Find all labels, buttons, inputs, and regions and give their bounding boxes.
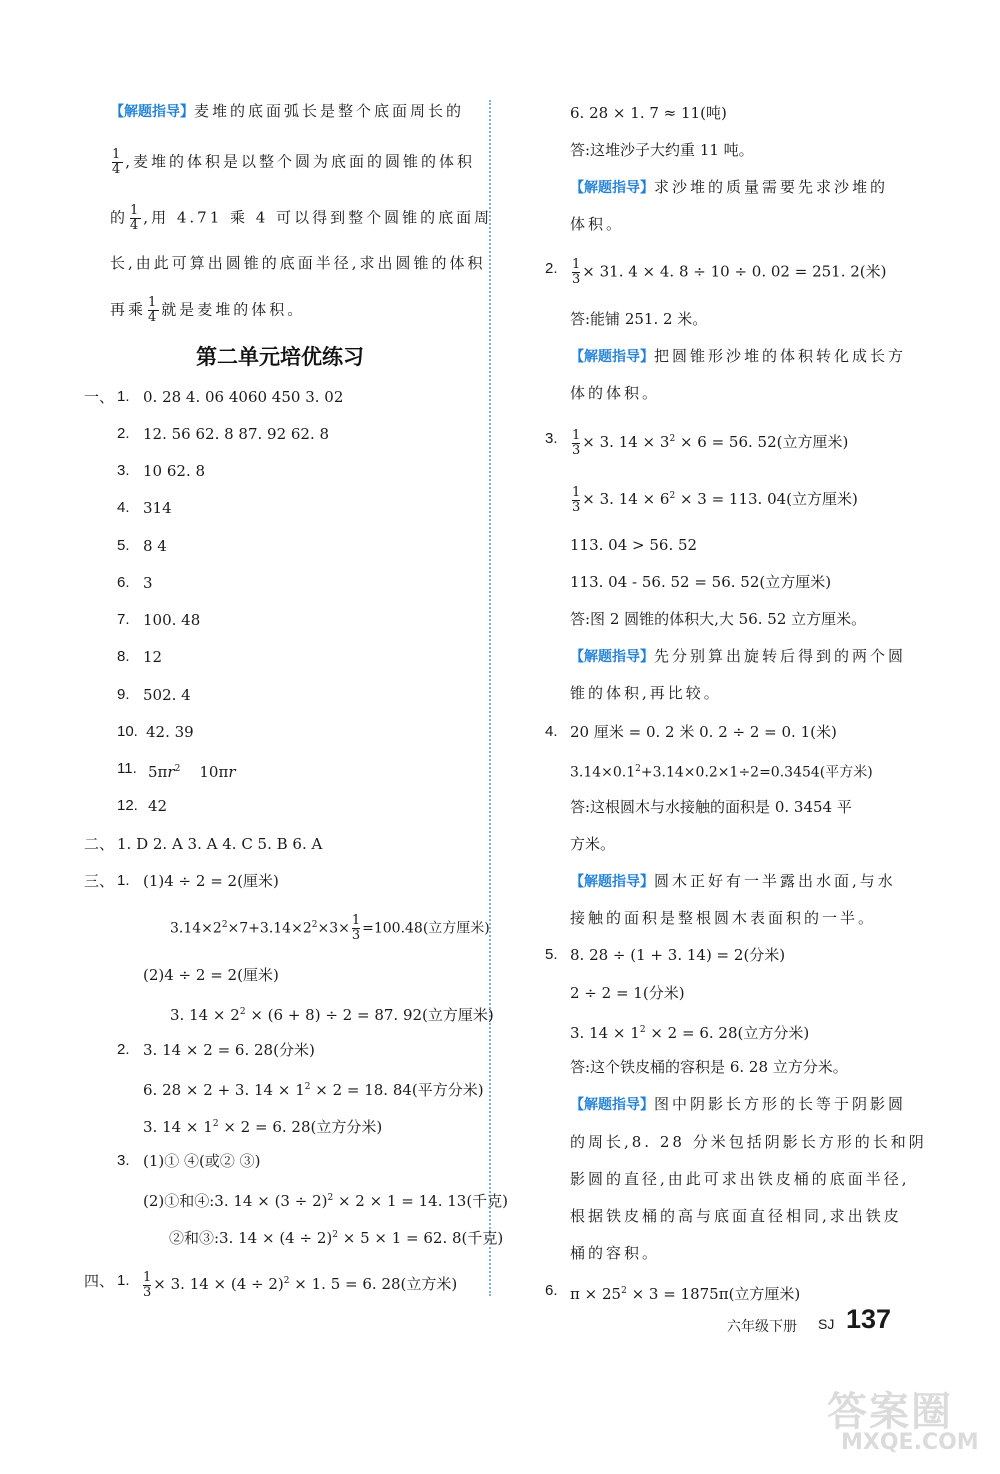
q3-line-1: $\frac{1}{3}$ × 3. $14 \times 3^2 \times 6 = 56$. 52(立方厘米) — [572, 427, 849, 458]
q5-hint-1: 【解题指导】图中阴影长方形的长等于阴影圆 — [570, 1093, 906, 1116]
r-hint-1: 【解题指导】求沙堆的质量需要先求沙堆的 — [570, 176, 888, 199]
part-2-marker: 二、 — [84, 835, 115, 853]
p4-q1-line: $\frac{1}{3}$ × 3. $14 \times (4 \div 2)^2 \times 1$. 5 = 6. 28(立方米) — [143, 1269, 458, 1300]
p1-item-3: 10 62. 8 — [143, 462, 206, 480]
r-line-1: 6. 28 × 1. 7 ≈ 11(吨) — [570, 104, 727, 122]
fraction-one-third: $\frac{1}{3}$ — [351, 913, 361, 944]
hint-line-2: $\frac{1}{4}$ ,麦堆的体积是以整个圆为底面的圆锥的体积 — [112, 147, 476, 177]
p1-item-7-num: 7. — [117, 611, 130, 628]
guide-tag: 【解题指导】 — [570, 349, 654, 365]
p1-item-5: 8 4 — [143, 537, 167, 555]
section-title: 第二单元培优练习 — [196, 345, 364, 369]
p4-q1-num: 1. — [117, 1272, 130, 1289]
p1-item-11: $5\pi r^2$ 10πr — [148, 763, 236, 781]
q4-line-2: $3.14\times 0.1^2+3.14\times 0.2\times 1\div 2=0.3454$(平方米) — [570, 764, 873, 781]
q2-line-1: $\frac{1}{3}$ × 31. 4 × 4. 8 ÷ 10 ÷ 0. 02 = 251. 2(米) — [572, 257, 887, 287]
p1-item-6-num: 6. — [117, 574, 130, 591]
p1-item-12-num: 12. — [117, 797, 138, 814]
q5-hint-2: 的周长,8. 28 分米包括阴影长方形的长和阴 — [570, 1133, 927, 1151]
footer-edition: SJ — [818, 1316, 835, 1332]
q3-line-3: 113. 04 > 56. 52 — [570, 536, 698, 554]
q5-line-2: 2 ÷ 2 = 1(分米) — [570, 984, 685, 1002]
hint-line-5: 再乘 $\frac{1}{4}$ 就是麦堆的体积。 — [110, 295, 306, 325]
hint-line-3: 的 $\frac{1}{4}$ ,用 4.71 乘 4 可以得到整个圆锥的底面周 — [110, 203, 493, 233]
q5-hint-5: 桶的容积。 — [570, 1244, 661, 1262]
q3-num: 3. — [545, 430, 558, 447]
p1-item-1: 0. 28 4. 06 4060 450 3. 02 — [143, 388, 344, 406]
q5-num: 5. — [545, 946, 558, 963]
guide-tag: 【解题指导】 — [110, 104, 194, 120]
q2-num: 2. — [545, 260, 558, 277]
q3-hint-2: 锥的体积,再比较。 — [570, 684, 722, 702]
p1-item-6: 3 — [143, 574, 153, 592]
q4-line-1: 20 厘米 = 0. 2 米 0. 2 ÷ 2 = 0. 1(米) — [570, 723, 837, 741]
guide-tag: 【解题指导】 — [570, 1097, 654, 1113]
q3-answer: 答:图 2 圆锥的体积大,大 56. 52 立方厘米。 — [570, 610, 867, 628]
q6-line: $\pi \times 25^2 \times 3 = 1875\pi$(立方厘米) — [570, 1285, 801, 1303]
p3-q3-line-1: (1)① ④(或② ③) — [143, 1152, 261, 1170]
p3-q2-line-2: 6. 28 × 2 + 3. $14 \times 1^2 \times 2 = 18$. 84(平方分米) — [143, 1081, 484, 1099]
footer-grade: 六年级下册 — [727, 1319, 797, 1335]
q5-answer: 答:这个铁皮桶的容积是 6. 28 立方分米。 — [570, 1058, 848, 1076]
p3-q1-line-2: $3.14\times 2^2\times 7+3.14\times 2^2\times 3\times$ $\frac{1}{3}$ =100.48(立方厘米) — [170, 913, 490, 944]
p1-item-9: 502. 4 — [143, 686, 191, 704]
p3-q1-line-1: (1)4 ÷ 2 = 2(厘米) — [143, 872, 279, 890]
p1-item-10-num: 10. — [117, 723, 138, 740]
p1-item-1-num: 1. — [117, 388, 130, 405]
p1-item-2-num: 2. — [117, 425, 130, 442]
r-hint-1b: 体积。 — [570, 215, 625, 233]
q5-line-3: 3. $14 \times 1^2 \times 2 = 6$. 28(立方分米) — [570, 1024, 810, 1042]
q4-num: 4. — [545, 723, 558, 740]
watermark-logo — [815, 1380, 985, 1470]
q3-line-2: $\frac{1}{3}$ × 3. $14 \times 6^2 \times 3 = 113$. 04(立方厘米) — [572, 484, 858, 515]
part-3-marker: 三、 — [84, 872, 115, 890]
p1-item-8: 12 — [143, 648, 163, 666]
p3-q3-num: 3. — [117, 1152, 130, 1169]
fraction-one-third: $\frac{1}{3}$ — [572, 484, 581, 515]
p1-item-9-num: 9. — [117, 686, 130, 703]
hint-line-4: 长,由此可算出圆锥的底面半径,求出圆锥的体积 — [110, 254, 486, 272]
p1-item-3-num: 3. — [117, 462, 130, 479]
fraction-one-quarter: $\frac{1}{4}$ — [112, 147, 124, 177]
watermark-url: MXQE.COM — [841, 1430, 979, 1455]
guide-tag: 【解题指导】 — [570, 649, 654, 665]
p1-item-5-num: 5. — [117, 537, 130, 554]
q5-hint-3: 影圆的直径,由此可求出铁皮桶的底面半径, — [570, 1170, 910, 1188]
p3-q3-line-2: (2)①和④:3. $14 \times (3 \div 2)^2 \times 2 \times 1 = 14$. 13(千克) — [143, 1192, 509, 1210]
fraction-one-quarter: $\frac{1}{4}$ — [130, 203, 142, 233]
p3-q3-line-3: ②和③:3. $14 \times (4 \div 2)^2 \times 5 \times 1 = 62$. 8(千克) — [169, 1229, 504, 1247]
p3-q2-line-3: 3. $14 \times 1^2 \times 2 = 6$. 28(立方分米) — [143, 1118, 383, 1136]
q2-hint-2: 体的体积。 — [570, 384, 661, 402]
column-divider — [489, 100, 491, 1296]
hint-line-1: 【解题指导】麦堆的底面弧长是整个底面周长的 — [110, 100, 464, 123]
p1-item-11-num: 11. — [117, 760, 137, 777]
p3-q1-line-4: 3. $14 \times 2^2 \times (6 + 8) \div 2 = 87$. 92(立方厘米) — [170, 1006, 494, 1024]
fraction-one-third: $\frac{1}{3}$ — [572, 257, 581, 287]
guide-tag: 【解题指导】 — [570, 180, 654, 196]
page-number: 137 — [846, 1304, 892, 1334]
p3-q1-line-3: (2)4 ÷ 2 = 2(厘米) — [143, 966, 279, 984]
p1-item-8-num: 8. — [117, 648, 130, 665]
part-4-marker: 四、 — [84, 1272, 115, 1290]
r-line-2: 答:这堆沙子大约重 11 吨。 — [570, 141, 754, 159]
q2-answer: 答:能铺 251. 2 米。 — [570, 310, 708, 328]
p3-q2-num: 2. — [117, 1041, 130, 1058]
p1-item-2: 12. 56 62. 8 87. 92 62. 8 — [143, 425, 330, 443]
p3-q2-line-1: 3. 14 × 2 = 6. 28(分米) — [143, 1041, 315, 1059]
fraction-one-third: $\frac{1}{3}$ — [572, 427, 581, 458]
q3-line-4: 113. 04 - 56. 52 = 56. 52(立方厘米) — [570, 573, 832, 591]
part-2-answers: 1. D 2. A 3. A 4. C 5. B 6. A — [117, 835, 323, 853]
p1-item-4: 314 — [143, 499, 172, 517]
q5-hint-4: 根据铁皮桶的高与底面直径相同,求出铁皮 — [570, 1207, 902, 1225]
p1-item-10: 42. 39 — [146, 723, 194, 741]
q3-hint-1: 【解题指导】先分别算出旋转后得到的两个圆 — [570, 645, 906, 668]
fraction-one-quarter: $\frac{1}{4}$ — [148, 295, 160, 325]
q4-answer-1: 答:这根圆木与水接触的面积是 0. 3454 平 — [570, 798, 852, 816]
watermark-text: 答案圈 — [827, 1389, 953, 1435]
q5-line-1: 8. 28 ÷ (1 + 3. 14) = 2(分米) — [570, 946, 786, 964]
q4-hint-2: 接触的面积是整根圆木表面积的一半。 — [570, 909, 877, 927]
p1-item-12: 42 — [148, 797, 168, 815]
p1-item-7: 100. 48 — [143, 611, 201, 629]
q6-num: 6. — [545, 1282, 558, 1299]
p3-q1-num: 1. — [117, 872, 130, 889]
part-1-marker: 一、 — [84, 388, 115, 406]
guide-tag: 【解题指导】 — [570, 874, 654, 890]
q2-hint-1: 【解题指导】把圆锥形沙堆的体积转化成长方 — [570, 345, 906, 368]
p1-item-4-num: 4. — [117, 499, 130, 516]
q4-hint-1: 【解题指导】圆木正好有一半露出水面,与水 — [570, 870, 896, 893]
q4-answer-2: 方米。 — [570, 835, 616, 853]
fraction-one-third: $\frac{1}{3}$ — [143, 1269, 152, 1300]
